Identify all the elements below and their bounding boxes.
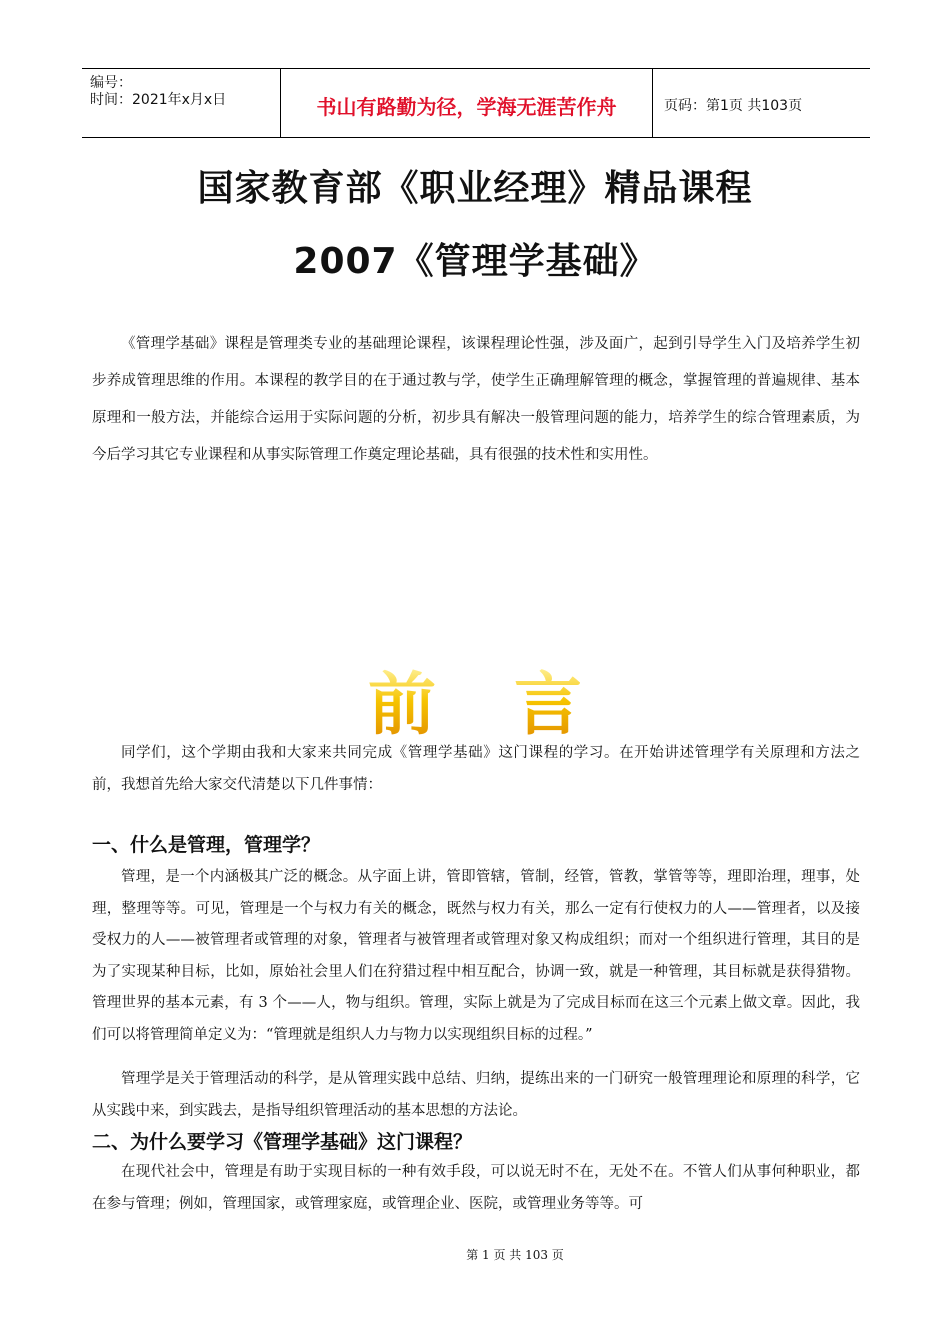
section1-paragraph-1: 管理，是一个内涵极其广泛的概念。从字面上讲，管即管辖，管制，经管，管教，掌管等等，理即治理，理事，处理，整理等等。可见，管理是一个与权力有关的概念，既然与权力有关，那么一定有行使权力的人——管理者，以及接受权力的人——被管理者或管理的对象，管理者与被管理者或管理对象又构成组织；而对一个组织进行管理，其目的是为了实现某种目标，比如，原始社会里人们在狩猎过程中相互配合，协调一致，就是一种管理，其目标就是获得猎物。管理世界的基本元素，有 3 个——人，物与组织。管理，实际上就是为了完成目标而在这三个元素上做文章。因此，我们可以将管理简单定义为：“管理就是组织人力与物力以实现组织目标的过程。” — [92, 869, 860, 1043]
section1-paragraph-2: 管理学是关于管理活动的科学，是从管理实践中总结、归纳，提练出来的一门研究一般管理理论和原理的科学，它从实践中来，到实践去，是指导组织管理活动的基本思想的方法论。 — [92, 1071, 860, 1119]
time-label: 时间：2021年x月x日 — [90, 92, 227, 108]
page-header — [82, 68, 870, 138]
header-page-info: 页码：第1页 共103页 — [664, 97, 803, 114]
document-title: 国家教育部《职业经理》精品课程 — [197, 168, 753, 209]
intro-paragraph: 《管理学基础》课程是管理类专业的基础理论课程，该课程理论性强，涉及面广，起到引导学生入门及培养学生初步养成管理思维的作用。本课程的教学目的在于通过教与学，使学生正确理解管理的概念，掌握管理的普遍规律、基本原理和一般方法，并能综合运用于实际问题的分析，初步具有解决一般管理问题的能力，培养学生的综合管理素质，为今后学习其它专业课程和从事实际管理工作奠定理论基础，具有很强的技术性和实用性。 — [92, 336, 860, 463]
page-footer: 第 1 页 共 103 页 — [466, 1248, 564, 1262]
section2-paragraph-1: 在现代社会中，管理是有助于实现目标的一种有效手段，可以说无时不在，无处不在。不管人们从事何种职业，都在参与管理；例如，管理国家，或管理家庭，或管理企业、医院，或管理业务等等。可 — [92, 1164, 860, 1212]
document-subtitle: 2007《管理学基础》 — [293, 241, 657, 282]
foreword-title: 前言 — [0, 665, 950, 745]
section1-heading: 一、什么是管理，管理学？ — [92, 834, 321, 856]
number-label: 编号： — [90, 75, 132, 91]
section2-heading: 二、为什么要学习《管理学基础》这门课程？ — [92, 1131, 473, 1153]
opening-paragraph: 同学们，这个学期由我和大家来共同完成《管理学基础》这门课程的学习。在开始讲述管理学有关原理和方法之前，我想首先给大家交代清楚以下几件事情： — [92, 745, 860, 793]
header-motto: 书山有路勤为径，学海无涯苦作舟 — [281, 69, 653, 137]
header-meta — [82, 69, 281, 137]
